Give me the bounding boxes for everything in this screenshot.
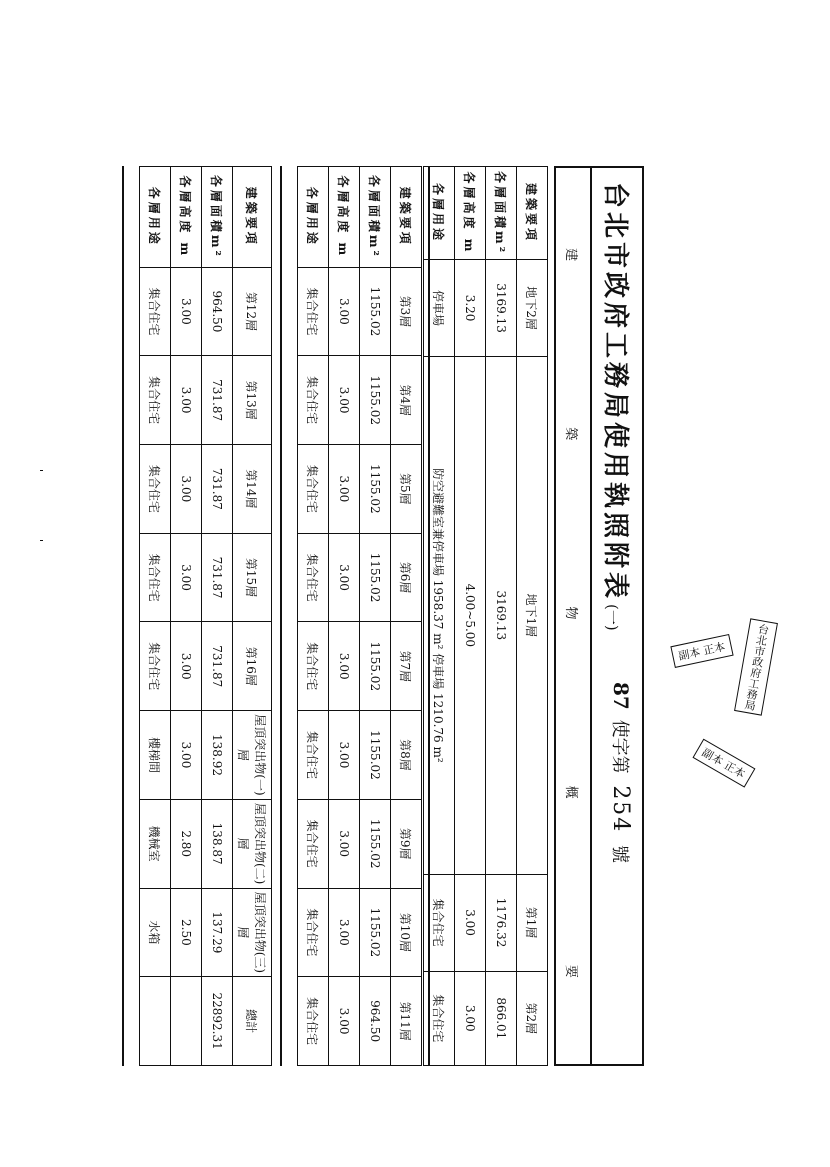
floor-cell: 第4層 xyxy=(391,356,422,445)
use-cell: 集合住宅 xyxy=(298,533,329,622)
title-text: 台北市政府工務局使用執照附表 xyxy=(600,182,630,603)
area-cell: 1176.32 xyxy=(486,874,517,971)
floor-cell: 屋頂突出物(二)層 xyxy=(233,799,272,888)
use-cell: 樓梯間 xyxy=(140,711,171,800)
area-cell: 731.87 xyxy=(202,622,233,711)
area-cell: 1155.02 xyxy=(360,888,391,977)
divider xyxy=(428,166,430,1066)
floor-cell: 第13層 xyxy=(233,356,272,445)
area-cell: 137.29 xyxy=(202,888,233,977)
permit-attachment-form xyxy=(84,166,644,1066)
height-cell: 3.00 xyxy=(455,874,486,971)
row-label: 各層面積m² xyxy=(486,167,517,260)
floor-cell: 地下1層 xyxy=(517,357,548,874)
divider xyxy=(280,166,282,1066)
row-label: 各層面積m² xyxy=(202,167,233,268)
permit-word-suffix: 號 xyxy=(609,845,630,864)
permit-word-prefix: 使字第 xyxy=(609,719,630,774)
table-row xyxy=(202,167,233,1066)
summary-char: 建 xyxy=(563,248,579,268)
table-row xyxy=(360,167,391,1066)
height-cell: 3.00 xyxy=(171,711,202,800)
area-cell: 731.87 xyxy=(202,445,233,534)
row-label: 各層用途 xyxy=(140,167,171,268)
area-cell: 731.87 xyxy=(202,533,233,622)
floor-cell: 第7層 xyxy=(391,622,422,711)
area-cell: 1155.02 xyxy=(360,533,391,622)
height-cell xyxy=(171,977,202,1066)
area-cell: 1155.02 xyxy=(360,622,391,711)
row-label: 建築要項 xyxy=(517,167,548,260)
floor-table-basement xyxy=(423,166,548,1066)
area-cell: 1155.02 xyxy=(360,799,391,888)
use-cell: 集合住宅 xyxy=(140,533,171,622)
floor-cell: 第9層 xyxy=(391,799,422,888)
floor-cell: 地下2層 xyxy=(517,260,548,357)
use-cell xyxy=(140,977,171,1066)
area-cell: 1155.02 xyxy=(360,445,391,534)
form-bottom-border xyxy=(122,166,124,1066)
table-row xyxy=(171,167,202,1066)
use-cell: 集合住宅 xyxy=(298,622,329,711)
area-cell: 964.50 xyxy=(360,977,391,1066)
table-row xyxy=(455,167,486,1066)
height-cell: 3.00 xyxy=(171,622,202,711)
area-cell: 731.87 xyxy=(202,356,233,445)
height-cell: 3.00 xyxy=(171,267,202,356)
floor-cell: 第2層 xyxy=(517,971,548,1065)
use-cell: 集合住宅 xyxy=(298,356,329,445)
use-cell: 防空避難室兼停車場 1958.37 m² 停車場 1210.76 m² xyxy=(424,357,455,874)
floor-table-upper xyxy=(139,166,272,1066)
height-cell: 3.00 xyxy=(329,445,360,534)
table-row xyxy=(329,167,360,1066)
table-row xyxy=(486,167,517,1066)
height-cell: 3.00 xyxy=(171,533,202,622)
height-cell: 3.00 xyxy=(329,533,360,622)
height-cell: 3.00 xyxy=(329,977,360,1066)
floor-cell: 總計 xyxy=(233,977,272,1066)
area-cell: 3169.13 xyxy=(486,357,517,874)
height-cell: 3.00 xyxy=(329,711,360,800)
floor-cell: 第5層 xyxy=(391,445,422,534)
table-row xyxy=(298,167,329,1066)
table-row xyxy=(140,167,171,1066)
permit-number-line xyxy=(608,678,634,863)
summary-char: 築 xyxy=(563,427,579,447)
row-label: 各層用途 xyxy=(424,167,455,260)
floor-cell: 第12層 xyxy=(233,267,272,356)
table-row xyxy=(391,167,422,1066)
area-cell: 1155.02 xyxy=(360,356,391,445)
row-label: 各層高度 m xyxy=(171,167,202,268)
title-suffix: (一) xyxy=(603,604,621,631)
row-label: 建築要項 xyxy=(233,167,272,268)
use-cell: 集合住宅 xyxy=(298,445,329,534)
use-cell: 集合住宅 xyxy=(140,622,171,711)
use-cell: 集合住宅 xyxy=(298,711,329,800)
area-cell: 964.50 xyxy=(202,267,233,356)
area-cell: 138.92 xyxy=(202,711,233,800)
use-cell: 水箱 xyxy=(140,888,171,977)
table-row xyxy=(517,167,548,1066)
floor-table-mid xyxy=(297,166,422,1066)
floor-cell: 第8層 xyxy=(391,711,422,800)
area-cell: 1155.02 xyxy=(360,267,391,356)
height-cell: 2.80 xyxy=(171,799,202,888)
floor-cell: 第15層 xyxy=(233,533,272,622)
floor-cell: 第11層 xyxy=(391,977,422,1066)
use-cell: 集合住宅 xyxy=(298,799,329,888)
use-cell: 集合住宅 xyxy=(298,888,329,977)
height-cell: 3.00 xyxy=(329,267,360,356)
row-label: 各層高度 m xyxy=(329,167,360,268)
building-summary-heading xyxy=(554,166,590,1066)
summary-char: 概 xyxy=(563,785,579,805)
permit-number: 254 xyxy=(608,785,633,834)
floor-cell: 第16層 xyxy=(233,622,272,711)
height-cell: 3.00 xyxy=(171,356,202,445)
area-cell: 866.01 xyxy=(486,971,517,1065)
floor-cell: 屋頂突出物(一)層 xyxy=(233,711,272,800)
height-cell: 3.00 xyxy=(329,622,360,711)
floor-cell: 屋頂突出物(三)層 xyxy=(233,888,272,977)
row-label: 各層面積m² xyxy=(360,167,391,268)
area-cell: 22892.31 xyxy=(202,977,233,1066)
area-cell: 1155.02 xyxy=(360,711,391,800)
copy-stamp: 副本 正本 xyxy=(692,739,755,788)
use-cell: 機械室 xyxy=(140,799,171,888)
row-label: 各層用途 xyxy=(298,167,329,268)
floor-cell: 第6層 xyxy=(391,533,422,622)
area-cell: 3169.13 xyxy=(486,260,517,357)
summary-char: 要 xyxy=(563,964,579,984)
floor-cell: 第1層 xyxy=(517,874,548,971)
table-row xyxy=(233,167,272,1066)
copy-stamp: 副本 正本 xyxy=(670,634,733,668)
row-label: 各層高度 m xyxy=(455,167,486,260)
height-cell: 3.20 xyxy=(455,260,486,357)
use-cell: 集合住宅 xyxy=(140,445,171,534)
use-cell: 集合住宅 xyxy=(424,874,455,971)
binding-mark xyxy=(40,540,43,541)
height-cell: 2.50 xyxy=(171,888,202,977)
height-cell: 3.00 xyxy=(329,888,360,977)
agency-seal: 台北市政府工務局 xyxy=(734,618,778,715)
summary-char: 物 xyxy=(563,606,579,626)
floor-cell: 第3層 xyxy=(391,267,422,356)
binding-mark xyxy=(40,470,43,471)
height-cell: 3.00 xyxy=(329,356,360,445)
height-cell: 3.00 xyxy=(171,445,202,534)
height-cell: 3.00 xyxy=(329,799,360,888)
use-cell: 停車場 xyxy=(424,260,455,357)
height-cell: 4.00~5.00 xyxy=(455,357,486,874)
floor-cell: 第10層 xyxy=(391,888,422,977)
use-cell: 集合住宅 xyxy=(140,267,171,356)
height-cell: 3.00 xyxy=(455,971,486,1065)
permit-year: 87 xyxy=(609,682,633,710)
form-title xyxy=(599,182,636,631)
area-cell: 138.87 xyxy=(202,799,233,888)
use-cell: 集合住宅 xyxy=(298,267,329,356)
use-cell: 集合住宅 xyxy=(424,971,455,1065)
form-header xyxy=(590,166,644,1066)
use-cell: 集合住宅 xyxy=(140,356,171,445)
use-cell: 集合住宅 xyxy=(298,977,329,1066)
row-label: 建築要項 xyxy=(391,167,422,268)
floor-cell: 第14層 xyxy=(233,445,272,534)
